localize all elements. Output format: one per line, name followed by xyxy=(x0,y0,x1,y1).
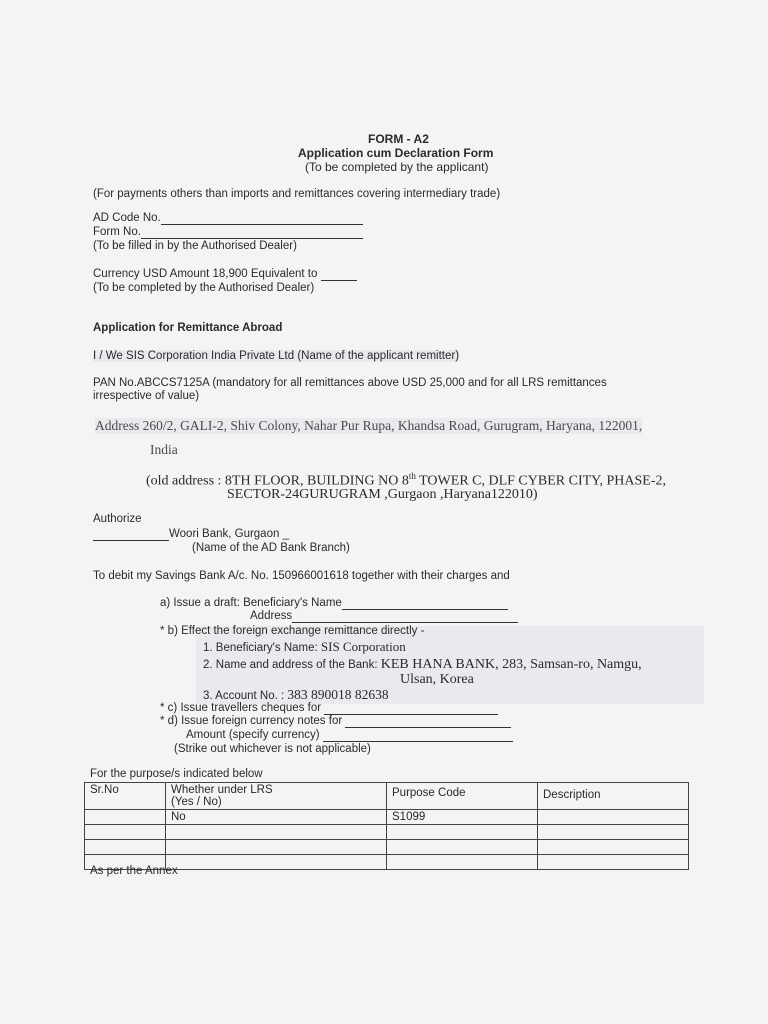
bank-note: (Name of the AD Bank Branch) xyxy=(192,542,350,554)
table-cell[interactable] xyxy=(538,840,689,855)
option-c-row xyxy=(160,702,498,715)
currency-row xyxy=(93,268,357,281)
table-row xyxy=(85,810,689,825)
form-no-label: Form No. xyxy=(93,226,141,238)
table-cell[interactable] xyxy=(387,840,538,855)
option-c-label: * c) Issue travellers cheques for xyxy=(160,702,322,714)
table-cell[interactable] xyxy=(166,855,387,870)
table-row xyxy=(85,840,689,855)
remitter-line: I / We SIS Corporation India Private Ltd (Name of the applicant remitter) xyxy=(93,350,460,362)
bank-address-value-2: Ulsan, Korea xyxy=(400,672,474,687)
address-line-1: Address 260/2, GALI-2, Shiv Colony, Nahar Pur Rupa, Khandsa Road, Gurugram, Haryana, 122001, xyxy=(95,418,643,433)
purpose-heading: For the purpose/s indicated below xyxy=(90,768,263,780)
table-cell[interactable] xyxy=(387,855,538,870)
strike-note: (Strike out whichever is not applicable) xyxy=(174,743,371,755)
authorize-label: Authorize xyxy=(93,513,142,525)
travellers-cheques-field[interactable] xyxy=(324,702,498,715)
col-purpose-code: Purpose Code xyxy=(387,783,538,810)
purpose-table xyxy=(84,782,689,870)
currency-note: (To be completed by the Authorised Dealer) xyxy=(93,282,315,294)
form-title: Application cum Declaration Form xyxy=(298,146,494,160)
pan-line-2: irrespective of value) xyxy=(93,390,200,402)
table-row xyxy=(85,825,689,840)
option-a-address-label: Address xyxy=(250,610,293,622)
bank-name: Woori Bank, Gurgaon _ xyxy=(169,528,289,540)
table-cell[interactable] xyxy=(166,825,387,840)
ad-note: (To be filled in by the Authorised Dealer) xyxy=(93,240,297,252)
table-cell[interactable] xyxy=(85,840,166,855)
currency-label: Currency USD Amount 18,900 Equivalent to xyxy=(93,268,318,280)
table-cell[interactable] xyxy=(85,810,166,825)
address-line-2: India xyxy=(150,442,178,457)
table-header-row xyxy=(85,783,689,810)
address-field[interactable] xyxy=(292,610,518,623)
currency-notes-field[interactable] xyxy=(345,715,511,728)
account-row xyxy=(203,687,389,703)
option-d-label: * d) Issue foreign currency notes for xyxy=(160,715,343,727)
table-cell[interactable] xyxy=(387,825,538,840)
bank-address-label: 2. Name and address of the Bank: xyxy=(203,659,378,671)
ad-code-row xyxy=(93,212,363,225)
form-no-row xyxy=(93,226,363,239)
ad-code-label: AD Code No. xyxy=(93,212,161,224)
old-address-line-2: SECTOR-24GURUGRAM ,Gurgaon ,Haryana122010) xyxy=(227,487,538,502)
annex-note: As per the Annex xyxy=(90,865,178,877)
table-cell[interactable] xyxy=(538,855,689,870)
pan-line-1: PAN No.ABCCS7125A (mandatory for all remittances above USD 25,000 and for all LRS remittances xyxy=(93,377,607,389)
table-cell[interactable] xyxy=(166,840,387,855)
beneficiary-value: SIS Corporation xyxy=(320,639,406,654)
ad-code-field[interactable] xyxy=(161,212,363,225)
option-d-row xyxy=(160,715,511,728)
old-address-line-1: (old address : 8TH FLOOR, BUILDING NO 8th TOWER C, DLF CYBER CITY, PHASE-2, xyxy=(146,471,666,489)
beneficiary-name-field[interactable] xyxy=(342,597,508,610)
col-sr-no: Sr.No xyxy=(85,783,166,810)
form-number: FORM - A2 xyxy=(368,132,429,146)
bank-address-row xyxy=(203,657,642,673)
intro-note: (For payments others than imports and remittances covering intermediary trade) xyxy=(93,188,501,200)
amount-row xyxy=(186,729,513,742)
account-value: 383 890018 82638 xyxy=(287,687,389,702)
table-cell[interactable]: No xyxy=(166,810,387,825)
table-cell[interactable]: S1099 xyxy=(387,810,538,825)
table-cell[interactable] xyxy=(538,810,689,825)
form-no-field[interactable] xyxy=(141,226,363,239)
option-a-label: a) Issue a draft: Beneficiary's Name xyxy=(160,597,342,609)
authorize-blank[interactable] xyxy=(93,528,169,541)
table-cell[interactable] xyxy=(538,825,689,840)
form-subtitle: (To be completed by the applicant) xyxy=(305,160,489,174)
col-lrs: Whether under LRS (Yes / No) xyxy=(166,783,387,810)
amount-field[interactable] xyxy=(323,729,513,742)
option-a-row xyxy=(160,597,508,610)
beneficiary-label: 1. Beneficiary's Name: xyxy=(203,642,318,654)
bank-row xyxy=(93,528,289,541)
beneficiary-row xyxy=(203,639,406,655)
equivalent-field[interactable] xyxy=(321,268,357,281)
bank-address-value-1: KEB HANA BANK, 283, Samsan-ro, Namgu, xyxy=(380,657,642,672)
option-a-address-row xyxy=(250,610,518,623)
application-heading: Application for Remittance Abroad xyxy=(93,322,283,334)
debit-line: To debit my Savings Bank A/c. No. 150966001618 together with their charges and xyxy=(93,570,510,582)
table-cell[interactable] xyxy=(85,825,166,840)
account-label: 3. Account No. : xyxy=(203,690,285,702)
option-b-label: * b) Effect the foreign exchange remittance directly - xyxy=(160,625,425,637)
col-description: Description xyxy=(538,783,689,810)
amount-label: Amount (specify currency) xyxy=(186,729,320,741)
